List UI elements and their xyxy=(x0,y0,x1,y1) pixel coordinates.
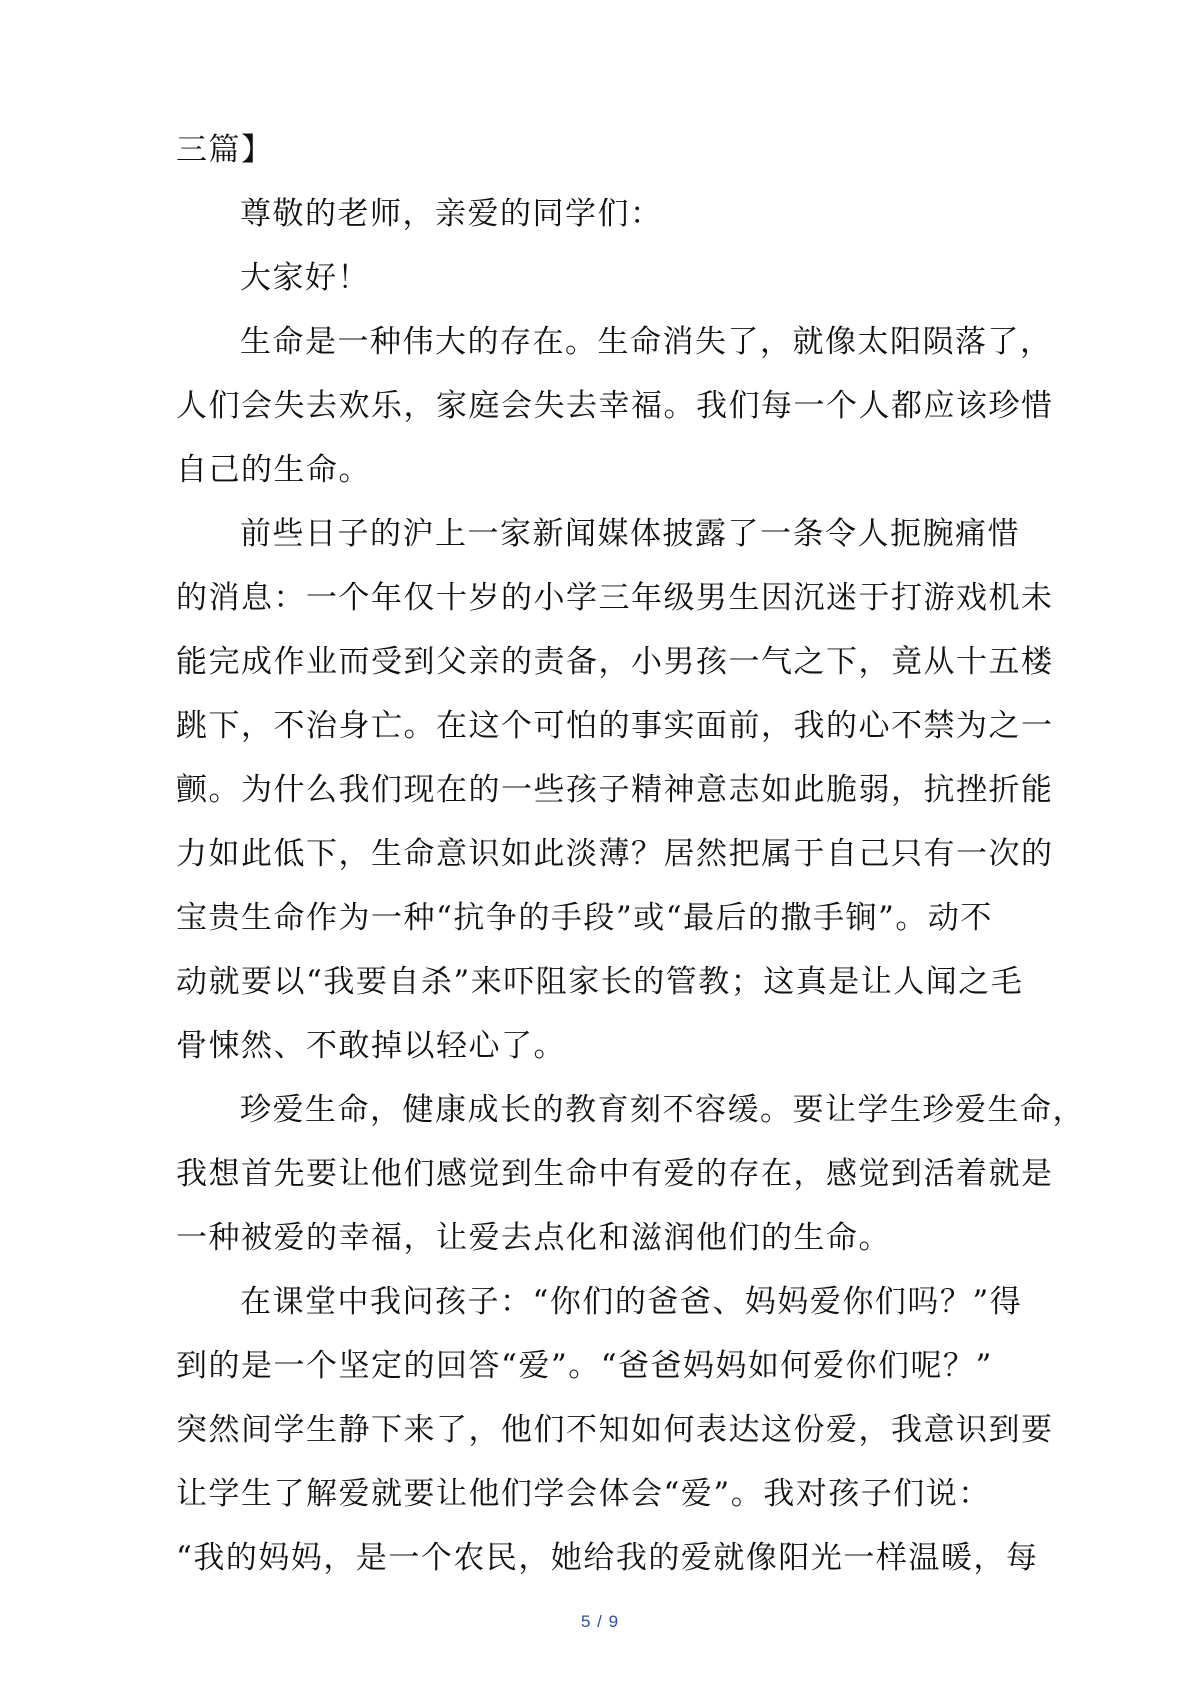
paragraph-line: 宝贵生命作为一种“抗争的手段”或“最后的撒手锏”。动不 xyxy=(176,900,993,936)
paragraph-line: 骨悚然、不敢掉以轻心了。 xyxy=(176,1028,566,1064)
paragraph-line: 一种被爱的幸福，让爱去点化和滋润他们的生命。 xyxy=(176,1220,891,1256)
paragraph-line: 在课堂中我问孩子：“你们的爸爸、妈妈爱你们吗？”得 xyxy=(240,1284,1023,1320)
paragraph-line: 我想首先要让他们感觉到生命中有爱的存在，感觉到活着就是 xyxy=(176,1156,1054,1192)
paragraph-line: 的消息：一个年仅十岁的小学三年级男生因沉迷于打游戏机未 xyxy=(176,580,1054,616)
section-heading-tail: 三篇】 xyxy=(176,132,274,168)
paragraph-line: 到的是一个坚定的回答“爱”。“爸爸妈妈如何爱你们呢？” xyxy=(176,1348,993,1384)
greeting: 大家好！ xyxy=(240,260,370,296)
paragraph-line: 自己的生命。 xyxy=(176,452,371,488)
paragraph-line: 前些日子的沪上一家新闻媒体披露了一条令人扼腕痛惜 xyxy=(240,516,1020,552)
salutation: 尊敬的老师，亲爱的同学们： xyxy=(240,196,663,232)
paragraph-line: 能完成作业而受到父亲的责备，小男孩一气之下，竟从十五楼 xyxy=(176,644,1054,680)
paragraph-line: 动就要以“我要自杀”来吓阻家长的管教；这真是让人闻之毛 xyxy=(176,964,1024,1000)
document-body xyxy=(176,118,1085,1590)
paragraph-line: 跳下，不治身亡。在这个可怕的事实面前，我的心不禁为之一 xyxy=(176,708,1054,744)
page-number: 5 / 9 xyxy=(580,1612,620,1631)
paragraph-line: 突然间学生静下来了，他们不知如何表达这份爱，我意识到要 xyxy=(176,1412,1054,1448)
paragraph-line: 人们会失去欢乐，家庭会失去幸福。我们每一个人都应该珍惜 xyxy=(176,388,1054,424)
paragraph-line: “我的妈妈，是一个农民，她给我的爱就像阳光一样温暖，每 xyxy=(176,1540,1039,1576)
paragraph-line: 生命是一种伟大的存在。生命消失了，就像太阳陨落了， xyxy=(240,324,1053,360)
paragraph-line: 力如此低下，生命意识如此淡薄？居然把属于自己只有一次的 xyxy=(176,836,1054,872)
paragraph-line: 颤。为什么我们现在的一些孩子精神意志如此脆弱，抗挫折能 xyxy=(176,772,1054,808)
paragraph-line: 珍爱生命，健康成长的教育刻不容缓。要让学生珍爱生命， xyxy=(240,1092,1085,1128)
paragraph-line: 让学生了解爱就要让他们学会体会“爱”。我对孩子们说： xyxy=(176,1476,991,1512)
